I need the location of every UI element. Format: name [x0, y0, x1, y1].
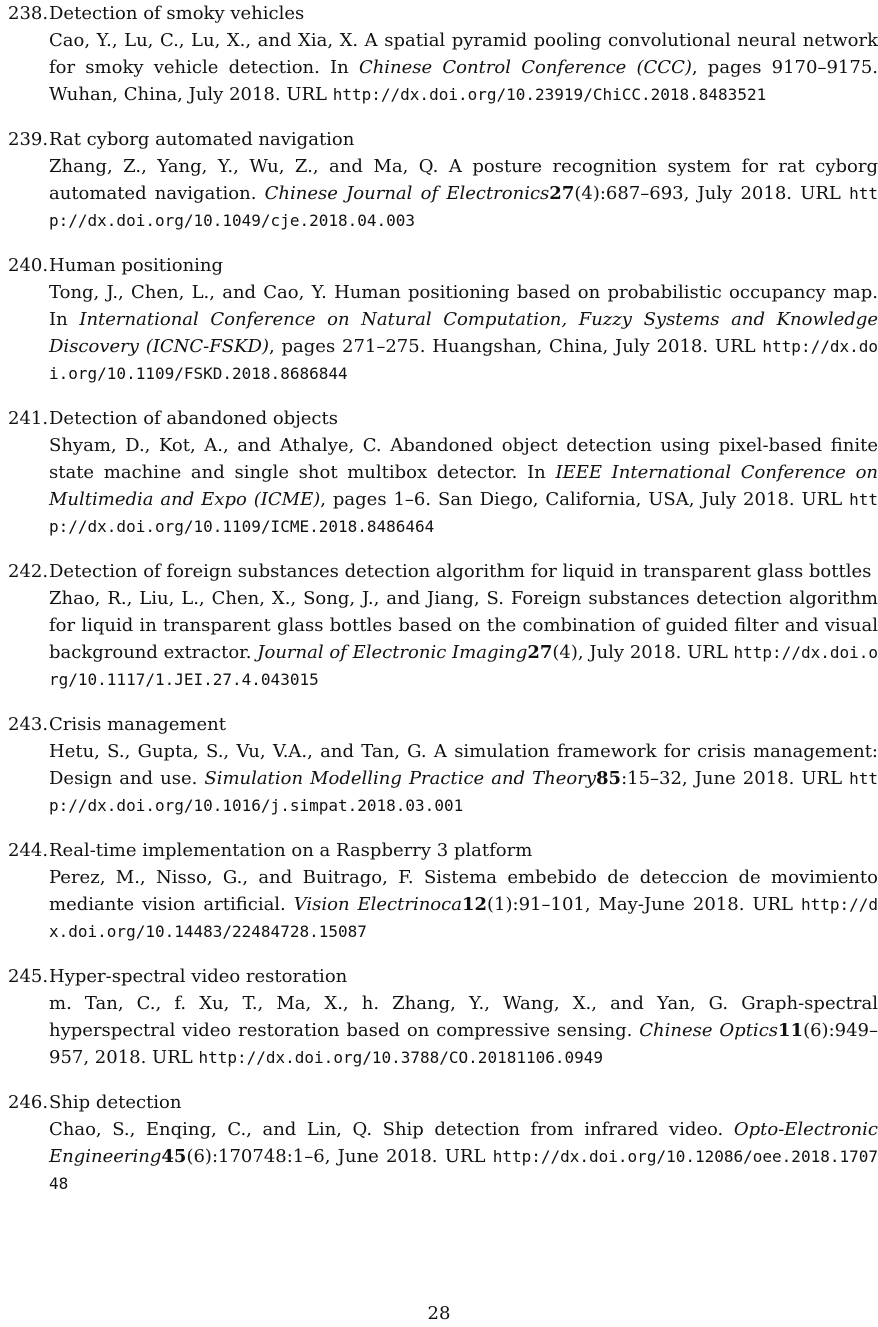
- reference-topic: Detection of smoky vehicles: [49, 3, 305, 24]
- reference-number: 243.: [8, 714, 49, 735]
- reference-entry: [8, 711, 878, 819]
- reference-citation: [49, 432, 878, 540]
- reference-url-link[interactable]: http://dx.doi.org/10.23919/ChiCC.2018.8483521: [332, 85, 767, 104]
- reference-authors: Cao, Y., Lu, C., Lu, X., and Xia, X.: [49, 30, 365, 51]
- reference-topic: Detection of foreign substances detection algorithm for liquid in transparent glass bottles: [49, 561, 872, 582]
- reference-title: Abandoned object detection using pixel-based finite state machine and single shot multibox detector. In: [49, 435, 878, 483]
- reference-authors: Zhang, Z., Yang, Y., Wu, Z., and Ma, Q.: [49, 156, 449, 177]
- reference-venue: International Conference on Natural Computation, Fuzzy Systems and Knowledge Discovery (ICNC-FSKD): [49, 309, 878, 357]
- reference-list: [8, 0, 878, 1215]
- reference-authors: Tong, J., Chen, L., and Cao, Y.: [49, 282, 335, 303]
- reference-venue: IEEE International Conference on Multimedia and Expo (ICME): [49, 462, 878, 510]
- reference-number: 240.: [8, 255, 49, 276]
- reference-entry: [8, 963, 878, 1071]
- reference-title: A simulation framework for crisis management: Design and use.: [49, 741, 878, 789]
- reference-topic: Crisis management: [49, 714, 226, 735]
- reference-venue: Chinese Control Conference (CCC): [358, 57, 692, 78]
- reference-entry: [8, 252, 878, 387]
- reference-volume: 12: [461, 894, 488, 915]
- reference-topic: Human positioning: [49, 255, 224, 276]
- reference-url-link[interactable]: http://dx.doi.org/10.12086/oee.2018.170748: [49, 1147, 878, 1193]
- reference-title: Graph-spectral hyperspectral video restoration based on compressive sensing.: [49, 993, 878, 1041]
- reference-entry: [8, 405, 878, 540]
- reference-volume: 45: [161, 1146, 187, 1167]
- reference-number: 242.: [8, 561, 49, 582]
- reference-details: (4), July 2018. URL: [552, 642, 734, 663]
- reference-details: , pages 9170–9175. Wuhan, China, July 2018. URL: [49, 57, 878, 105]
- reference-title: A spatial pyramid pooling convolutional neural network for smoky vehicle detection. In: [49, 30, 878, 78]
- reference-authors: m. Tan, C., f. Xu, T., Ma, X., h. Zhang, Y., Wang, X., and Yan, G.: [49, 993, 742, 1014]
- reference-details: (6):949–957, 2018. URL: [49, 1020, 878, 1068]
- reference-citation: [49, 153, 878, 234]
- reference-entry: [8, 837, 878, 945]
- reference-topic: Hyper-spectral video restoration: [49, 966, 348, 987]
- reference-volume: 27: [527, 642, 553, 663]
- reference-venue: Chinese Optics: [639, 1020, 779, 1041]
- reference-venue: Vision Electrinoca: [293, 894, 462, 915]
- reference-venue: Simulation Modelling Practice and Theory: [204, 768, 596, 789]
- reference-venue: Opto-Electronic Engineering: [49, 1119, 878, 1167]
- reference-entry: [8, 558, 878, 693]
- reference-citation: [49, 27, 878, 108]
- reference-url-link[interactable]: http://dx.doi.org/10.1049/cje.2018.04.003: [49, 184, 878, 230]
- reference-details: , pages 271–275. Huangshan, China, July 2018. URL: [268, 336, 763, 357]
- reference-volume: 27: [549, 183, 575, 204]
- reference-details: (1):91–101, May-June 2018. URL: [487, 894, 801, 915]
- reference-details: :15–32, June 2018. URL: [621, 768, 850, 789]
- reference-title: Sistema embebido de deteccion de movimiento mediante vision artificial.: [49, 867, 878, 915]
- reference-title: Foreign substances detection algorithm for liquid in transparent glass bottles based on the combination of guided filter and visual background extractor.: [49, 588, 878, 663]
- reference-url-link[interactable]: http://dx.doi.org/10.14483/22484728.15087: [49, 895, 878, 941]
- reference-entry: [8, 0, 878, 108]
- reference-citation: [49, 738, 878, 819]
- reference-citation: [49, 585, 878, 693]
- reference-number: 239.: [8, 129, 49, 150]
- reference-number: 244.: [8, 840, 49, 861]
- page-number: 28: [427, 1303, 451, 1324]
- reference-citation: [49, 864, 878, 945]
- reference-number: 238.: [8, 3, 49, 24]
- reference-url-link[interactable]: http://dx.doi.org/10.1109/FSKD.2018.8686844: [49, 337, 878, 383]
- reference-details: (6):170748:1–6, June 2018. URL: [186, 1146, 493, 1167]
- reference-authors: Zhao, R., Liu, L., Chen, X., Song, J., and Jiang, S.: [49, 588, 511, 609]
- reference-details: (4):687–693, July 2018. URL: [574, 183, 850, 204]
- reference-citation: [49, 1116, 878, 1197]
- reference-venue: Chinese Journal of Electronics: [264, 183, 550, 204]
- reference-volume: 85: [596, 768, 622, 789]
- reference-number: 245.: [8, 966, 49, 987]
- reference-topic: Real-time implementation on a Raspberry 3 platform: [49, 840, 533, 861]
- reference-citation: [49, 990, 878, 1071]
- reference-volume: 11: [778, 1020, 804, 1041]
- reference-authors: Chao, S., Enqing, C., and Lin, Q.: [49, 1119, 383, 1140]
- reference-title: Human positioning based on probabilistic occupancy map. In: [49, 282, 878, 330]
- reference-title: A posture recognition system for rat cyborg automated navigation.: [49, 156, 878, 204]
- reference-details: , pages 1–6. San Diego, California, USA, July 2018. URL: [320, 489, 850, 510]
- reference-authors: Shyam, D., Kot, A., and Athalye, C.: [49, 435, 391, 456]
- reference-venue: Journal of Electronic Imaging: [257, 642, 528, 663]
- reference-url-link[interactable]: http://dx.doi.org/10.1016/j.simpat.2018.03.001: [49, 769, 878, 815]
- reference-url-link[interactable]: http://dx.doi.org/10.3788/CO.20181106.0949: [198, 1048, 604, 1067]
- reference-entry: [8, 1089, 878, 1197]
- reference-url-link[interactable]: http://dx.doi.org/10.1117/1.JEI.27.4.043015: [49, 643, 878, 689]
- reference-authors: Hetu, S., Gupta, S., Vu, V.A., and Tan, G.: [49, 741, 434, 762]
- reference-entry: [8, 126, 878, 234]
- reference-authors: Perez, M., Nisso, G., and Buitrago, F.: [49, 867, 424, 888]
- reference-title: Ship detection from infrared video.: [382, 1119, 734, 1140]
- reference-topic: Ship detection: [49, 1092, 182, 1113]
- reference-topic: Detection of abandoned objects: [49, 408, 338, 429]
- reference-number: 246.: [8, 1092, 49, 1113]
- reference-topic: Rat cyborg automated navigation: [49, 129, 355, 150]
- reference-url-link[interactable]: http://dx.doi.org/10.1109/ICME.2018.8486464: [49, 490, 878, 536]
- reference-citation: [49, 279, 878, 387]
- reference-number: 241.: [8, 408, 49, 429]
